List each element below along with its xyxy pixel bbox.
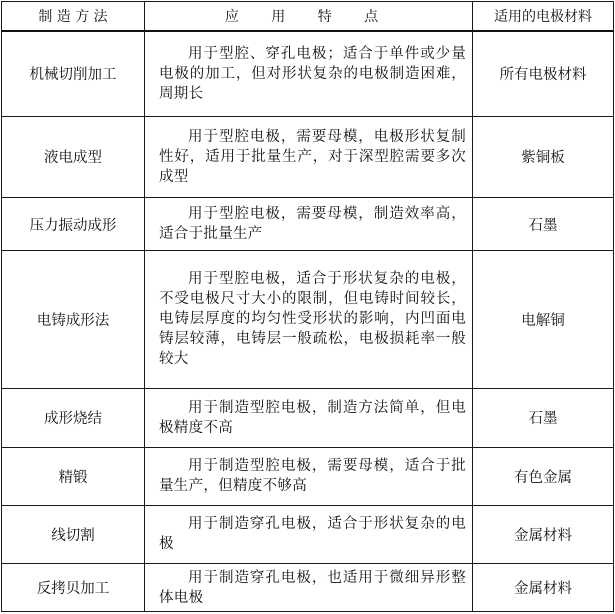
method-cell: 精锻 — [2, 447, 145, 505]
method-cell: 电铸成形法 — [2, 251, 145, 389]
table-row — [2, 447, 614, 505]
material-cell: 电解铜 — [473, 251, 614, 389]
header-row — [2, 2, 614, 31]
material-cell: 石墨 — [473, 198, 614, 251]
material-cell: 石墨 — [473, 388, 614, 447]
table-row — [2, 251, 614, 389]
method-cell: 成形烧结 — [2, 388, 145, 447]
features-cell: 用于型腔电极，需要母模，制造效率高，适合于批量生产 — [145, 198, 473, 251]
table-row — [2, 564, 614, 612]
table-row — [2, 198, 614, 251]
table-row — [2, 388, 614, 447]
method-cell: 液电成型 — [2, 116, 145, 198]
features-cell: 用于型腔电极，需要母模，电极形状复制性好，适用于批量生产，对于深型腔需要多次成型 — [145, 116, 473, 198]
table-row — [2, 116, 614, 198]
material-cell: 金属材料 — [473, 564, 614, 612]
method-cell: 反拷贝加工 — [2, 564, 145, 612]
features-cell: 用于制造穿孔电极，也适用于微细异形整体电极 — [145, 564, 473, 612]
method-cell: 压力振动成形 — [2, 198, 145, 251]
features-cell: 用于制造穿孔电极，适合于形状复杂的电极 — [145, 505, 473, 563]
features-cell: 用于型腔、穿孔电极；适合于单件或少量电极的加工，但对形状复杂的电极制造困难，周期长 — [145, 31, 473, 117]
features-cell: 用于制造型腔电极，需要母模，适合于批量生产，但精度不够高 — [145, 447, 473, 505]
material-cell: 紫铜板 — [473, 116, 614, 198]
material-cell: 有色金属 — [473, 447, 614, 505]
material-cell: 所有电极材料 — [473, 31, 614, 117]
method-cell: 线切割 — [2, 505, 145, 563]
method-cell: 机械切削加工 — [2, 31, 145, 117]
header-method: 制 造 方 法 — [2, 2, 145, 31]
table-row — [2, 31, 614, 117]
features-cell: 用于型腔电极，适合于形状复杂的电极，不受电极尺寸大小的限制，但电铸时间较长，电铸层厚度的均匀性受形状的影响，内凹面电铸层较薄，电铸层一般疏松，电极损耗率一般较大 — [145, 251, 473, 389]
table-row — [2, 505, 614, 563]
features-cell: 用于制造型腔电极，制造方法简单，但电极精度不高 — [145, 388, 473, 447]
electrode-methods-table — [1, 1, 614, 612]
header-features: 应 用 特 点 — [145, 2, 473, 31]
header-material: 适用的电极材料 — [473, 2, 614, 31]
material-cell: 金属材料 — [473, 505, 614, 563]
